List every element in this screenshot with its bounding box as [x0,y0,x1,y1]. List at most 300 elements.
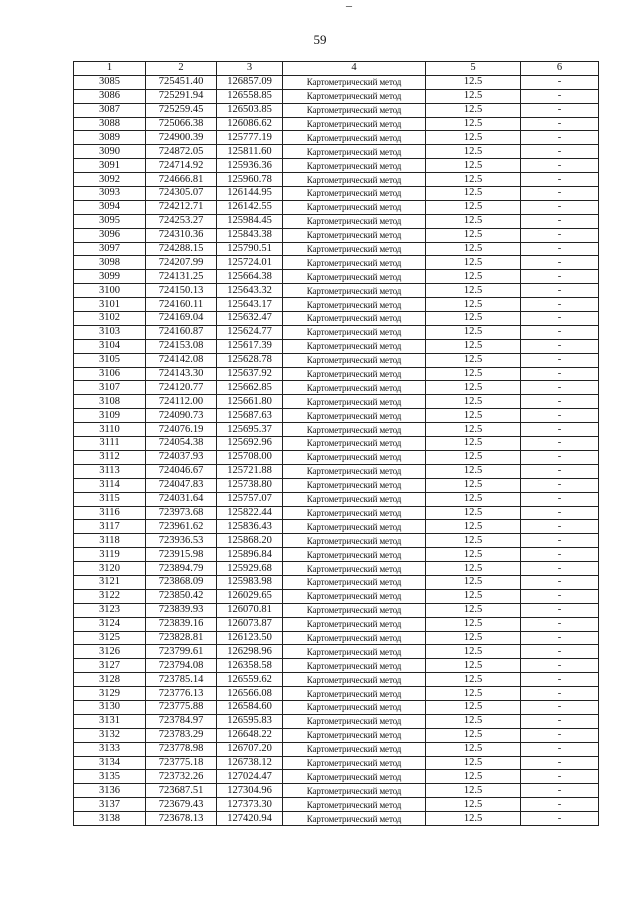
accuracy-cell: 12.5 [426,742,521,756]
x-coordinate-cell: 723799.61 [146,645,217,659]
table-row [74,75,599,89]
point-number-cell: 3128 [74,673,146,687]
note-cell: - [521,770,599,784]
accuracy-cell: 12.5 [426,437,521,451]
method-cell: Картометрический метод [283,506,426,520]
y-coordinate-cell: 125983.98 [217,575,283,589]
table-row [74,812,599,826]
table-row [74,284,599,298]
point-number-cell: 3089 [74,131,146,145]
accuracy-cell: 12.5 [426,603,521,617]
method-cell: Картометрический метод [283,353,426,367]
note-cell: - [521,381,599,395]
note-cell: - [521,714,599,728]
note-cell: - [521,270,599,284]
accuracy-cell: 12.5 [426,617,521,631]
accuracy-cell: 12.5 [426,284,521,298]
point-number-cell: 3107 [74,381,146,395]
method-cell: Картометрический метод [283,728,426,742]
x-coordinate-cell: 723776.13 [146,687,217,701]
table-row [74,617,599,631]
accuracy-cell: 12.5 [426,200,521,214]
x-coordinate-cell: 724666.81 [146,173,217,187]
method-cell: Картометрический метод [283,298,426,312]
coordinates-table [73,61,599,826]
note-cell: - [521,562,599,576]
table-row [74,770,599,784]
point-number-cell: 3121 [74,575,146,589]
accuracy-cell: 12.5 [426,214,521,228]
table-row [74,798,599,812]
note-cell: - [521,131,599,145]
method-cell: Картометрический метод [283,478,426,492]
x-coordinate-cell: 723794.08 [146,659,217,673]
y-coordinate-cell: 125708.00 [217,450,283,464]
method-cell: Картометрический метод [283,200,426,214]
accuracy-cell: 12.5 [426,784,521,798]
table-row [74,339,599,353]
table-row [74,325,599,339]
x-coordinate-cell: 723678.13 [146,812,217,826]
y-coordinate-cell: 126070.81 [217,603,283,617]
x-coordinate-cell: 725259.45 [146,103,217,117]
method-cell: Картометрический метод [283,423,426,437]
table-row [74,548,599,562]
accuracy-cell: 12.5 [426,520,521,534]
accuracy-cell: 12.5 [426,339,521,353]
note-cell: - [521,700,599,714]
method-cell: Картометрический метод [283,409,426,423]
y-coordinate-cell: 126595.83 [217,714,283,728]
method-cell: Картометрический метод [283,575,426,589]
y-coordinate-cell: 125643.32 [217,284,283,298]
accuracy-cell: 12.5 [426,714,521,728]
y-coordinate-cell: 125643.17 [217,298,283,312]
method-cell: Картометрический метод [283,756,426,770]
point-number-cell: 3129 [74,687,146,701]
accuracy-cell: 12.5 [426,173,521,187]
column-header-2: 2 [146,62,217,76]
y-coordinate-cell: 125692.96 [217,437,283,451]
accuracy-cell: 12.5 [426,117,521,131]
table-row [74,756,599,770]
accuracy-cell: 12.5 [426,631,521,645]
point-number-cell: 3130 [74,700,146,714]
accuracy-cell: 12.5 [426,548,521,562]
accuracy-cell: 12.5 [426,659,521,673]
method-cell: Картометрический метод [283,367,426,381]
y-coordinate-cell: 125868.20 [217,534,283,548]
method-cell: Картометрический метод [283,631,426,645]
table-header-row [74,62,599,76]
accuracy-cell: 12.5 [426,687,521,701]
accuracy-cell: 12.5 [426,409,521,423]
table-row [74,687,599,701]
point-number-cell: 3116 [74,506,146,520]
point-number-cell: 3119 [74,548,146,562]
table-row [74,534,599,548]
point-number-cell: 3109 [74,409,146,423]
accuracy-cell: 12.5 [426,353,521,367]
x-coordinate-cell: 723839.93 [146,603,217,617]
table-row [74,784,599,798]
accuracy-cell: 12.5 [426,89,521,103]
method-cell: Картометрический метод [283,437,426,451]
point-number-cell: 3108 [74,395,146,409]
note-cell: - [521,687,599,701]
y-coordinate-cell: 126358.58 [217,659,283,673]
accuracy-cell: 12.5 [426,756,521,770]
method-cell: Картометрический метод [283,145,426,159]
table-row [74,423,599,437]
note-cell: - [521,631,599,645]
method-cell: Картометрический метод [283,284,426,298]
column-header-1: 1 [74,62,146,76]
y-coordinate-cell: 126558.85 [217,89,283,103]
method-cell: Картометрический метод [283,242,426,256]
y-coordinate-cell: 125662.85 [217,381,283,395]
table-row [74,173,599,187]
x-coordinate-cell: 724288.15 [146,242,217,256]
table-row [74,187,599,201]
x-coordinate-cell: 724031.64 [146,492,217,506]
table-row [74,312,599,326]
note-cell: - [521,534,599,548]
method-cell: Картометрический метод [283,89,426,103]
x-coordinate-cell: 724112.00 [146,395,217,409]
point-number-cell: 3113 [74,464,146,478]
point-number-cell: 3103 [74,325,146,339]
point-number-cell: 3135 [74,770,146,784]
accuracy-cell: 12.5 [426,575,521,589]
method-cell: Картометрический метод [283,131,426,145]
point-number-cell: 3094 [74,200,146,214]
x-coordinate-cell: 723915.98 [146,548,217,562]
accuracy-cell: 12.5 [426,450,521,464]
note-cell: - [521,673,599,687]
table-row [74,103,599,117]
accuracy-cell: 12.5 [426,728,521,742]
point-number-cell: 3123 [74,603,146,617]
note-cell: - [521,298,599,312]
note-cell: - [521,464,599,478]
x-coordinate-cell: 724143.30 [146,367,217,381]
note-cell: - [521,603,599,617]
note-cell: - [521,173,599,187]
y-coordinate-cell: 126142.55 [217,200,283,214]
table-row [74,673,599,687]
note-cell: - [521,145,599,159]
accuracy-cell: 12.5 [426,423,521,437]
x-coordinate-cell: 724076.19 [146,423,217,437]
point-number-cell: 3133 [74,742,146,756]
table-row [74,117,599,131]
accuracy-cell: 12.5 [426,395,521,409]
table-row [74,145,599,159]
method-cell: Картометрический метод [283,228,426,242]
table-row [74,89,599,103]
y-coordinate-cell: 125896.84 [217,548,283,562]
point-number-cell: 3136 [74,784,146,798]
table-body [74,75,599,825]
method-cell: Картометрический метод [283,520,426,534]
x-coordinate-cell: 724090.73 [146,409,217,423]
point-number-cell: 3090 [74,145,146,159]
x-coordinate-cell: 725066.38 [146,117,217,131]
point-number-cell: 3093 [74,187,146,201]
table-row [74,645,599,659]
note-cell: - [521,89,599,103]
note-cell: - [521,200,599,214]
table-row [74,506,599,520]
method-cell: Картометрический метод [283,214,426,228]
note-cell: - [521,506,599,520]
top-dash-mark: – [346,0,352,12]
y-coordinate-cell: 126559.62 [217,673,283,687]
y-coordinate-cell: 126503.85 [217,103,283,117]
point-number-cell: 3100 [74,284,146,298]
note-cell: - [521,242,599,256]
note-cell: - [521,812,599,826]
table-row [74,228,599,242]
accuracy-cell: 12.5 [426,673,521,687]
accuracy-cell: 12.5 [426,103,521,117]
point-number-cell: 3132 [74,728,146,742]
method-cell: Картометрический метод [283,325,426,339]
y-coordinate-cell: 125811.60 [217,145,283,159]
point-number-cell: 3120 [74,562,146,576]
accuracy-cell: 12.5 [426,645,521,659]
note-cell: - [521,437,599,451]
table-row [74,575,599,589]
x-coordinate-cell: 724153.08 [146,339,217,353]
x-coordinate-cell: 724169.04 [146,312,217,326]
y-coordinate-cell: 126707.20 [217,742,283,756]
accuracy-cell: 12.5 [426,812,521,826]
note-cell: - [521,423,599,437]
note-cell: - [521,228,599,242]
method-cell: Картометрический метод [283,173,426,187]
table-row [74,464,599,478]
x-coordinate-cell: 724037.93 [146,450,217,464]
table-row [74,381,599,395]
accuracy-cell: 12.5 [426,562,521,576]
point-number-cell: 3111 [74,437,146,451]
y-coordinate-cell: 125628.78 [217,353,283,367]
table-row [74,631,599,645]
y-coordinate-cell: 125721.88 [217,464,283,478]
y-coordinate-cell: 125664.38 [217,270,283,284]
method-cell: Картометрический метод [283,395,426,409]
y-coordinate-cell: 126123.50 [217,631,283,645]
x-coordinate-cell: 724047.83 [146,478,217,492]
x-coordinate-cell: 724046.67 [146,464,217,478]
y-coordinate-cell: 125984.45 [217,214,283,228]
method-cell: Картометрический метод [283,562,426,576]
method-cell: Картометрический метод [283,117,426,131]
point-number-cell: 3125 [74,631,146,645]
x-coordinate-cell: 725451.40 [146,75,217,89]
table-row [74,367,599,381]
x-coordinate-cell: 724900.39 [146,131,217,145]
y-coordinate-cell: 126073.87 [217,617,283,631]
x-coordinate-cell: 723839.16 [146,617,217,631]
note-cell: - [521,798,599,812]
point-number-cell: 3114 [74,478,146,492]
point-number-cell: 3096 [74,228,146,242]
point-number-cell: 3104 [74,339,146,353]
method-cell: Картометрический метод [283,187,426,201]
y-coordinate-cell: 125637.92 [217,367,283,381]
method-cell: Картометрический метод [283,534,426,548]
x-coordinate-cell: 723961.62 [146,520,217,534]
note-cell: - [521,117,599,131]
accuracy-cell: 12.5 [426,506,521,520]
note-cell: - [521,395,599,409]
point-number-cell: 3099 [74,270,146,284]
point-number-cell: 3087 [74,103,146,117]
point-number-cell: 3101 [74,298,146,312]
point-number-cell: 3097 [74,242,146,256]
accuracy-cell: 12.5 [426,228,521,242]
table-row [74,700,599,714]
method-cell: Картометрический метод [283,700,426,714]
y-coordinate-cell: 126857.09 [217,75,283,89]
note-cell: - [521,784,599,798]
note-cell: - [521,409,599,423]
accuracy-cell: 12.5 [426,770,521,784]
note-cell: - [521,214,599,228]
y-coordinate-cell: 125836.43 [217,520,283,534]
note-cell: - [521,367,599,381]
accuracy-cell: 12.5 [426,534,521,548]
table-row [74,492,599,506]
column-header-3: 3 [217,62,283,76]
y-coordinate-cell: 126738.12 [217,756,283,770]
x-coordinate-cell: 723783.29 [146,728,217,742]
accuracy-cell: 12.5 [426,298,521,312]
note-cell: - [521,575,599,589]
x-coordinate-cell: 723894.79 [146,562,217,576]
method-cell: Картометрический метод [283,381,426,395]
x-coordinate-cell: 723850.42 [146,589,217,603]
method-cell: Картометрический метод [283,75,426,89]
y-coordinate-cell: 126029.65 [217,589,283,603]
x-coordinate-cell: 724120.77 [146,381,217,395]
y-coordinate-cell: 126566.08 [217,687,283,701]
y-coordinate-cell: 125777.19 [217,131,283,145]
table-row [74,200,599,214]
accuracy-cell: 12.5 [426,145,521,159]
y-coordinate-cell: 125687.63 [217,409,283,423]
y-coordinate-cell: 125790.51 [217,242,283,256]
accuracy-cell: 12.5 [426,478,521,492]
y-coordinate-cell: 126298.96 [217,645,283,659]
table-row [74,298,599,312]
accuracy-cell: 12.5 [426,75,521,89]
accuracy-cell: 12.5 [426,256,521,270]
accuracy-cell: 12.5 [426,492,521,506]
x-coordinate-cell: 723775.88 [146,700,217,714]
note-cell: - [521,548,599,562]
table-row [74,478,599,492]
y-coordinate-cell: 126086.62 [217,117,283,131]
table-row [74,562,599,576]
accuracy-cell: 12.5 [426,270,521,284]
x-coordinate-cell: 724253.27 [146,214,217,228]
column-header-6: 6 [521,62,599,76]
table-row [74,437,599,451]
point-number-cell: 3134 [74,756,146,770]
table-row [74,589,599,603]
note-cell: - [521,520,599,534]
note-cell: - [521,645,599,659]
accuracy-cell: 12.5 [426,589,521,603]
point-number-cell: 3137 [74,798,146,812]
note-cell: - [521,75,599,89]
table-row [74,603,599,617]
y-coordinate-cell: 127373.30 [217,798,283,812]
method-cell: Картометрический метод [283,103,426,117]
method-cell: Картометрический метод [283,548,426,562]
point-number-cell: 3138 [74,812,146,826]
x-coordinate-cell: 724160.11 [146,298,217,312]
y-coordinate-cell: 125843.38 [217,228,283,242]
x-coordinate-cell: 724305.07 [146,187,217,201]
x-coordinate-cell: 723785.14 [146,673,217,687]
method-cell: Картометрический метод [283,450,426,464]
point-number-cell: 3086 [74,89,146,103]
x-coordinate-cell: 723973.68 [146,506,217,520]
method-cell: Картометрический метод [283,742,426,756]
accuracy-cell: 12.5 [426,464,521,478]
method-cell: Картометрический метод [283,339,426,353]
note-cell: - [521,256,599,270]
accuracy-cell: 12.5 [426,798,521,812]
table-row [74,742,599,756]
accuracy-cell: 12.5 [426,312,521,326]
x-coordinate-cell: 724131.25 [146,270,217,284]
x-coordinate-cell: 724310.36 [146,228,217,242]
y-coordinate-cell: 125960.78 [217,173,283,187]
x-coordinate-cell: 723936.53 [146,534,217,548]
y-coordinate-cell: 127304.96 [217,784,283,798]
table-row [74,242,599,256]
x-coordinate-cell: 723687.51 [146,784,217,798]
table-row [74,728,599,742]
accuracy-cell: 12.5 [426,367,521,381]
method-cell: Картометрический метод [283,589,426,603]
table-row [74,450,599,464]
point-number-cell: 3092 [74,173,146,187]
point-number-cell: 3091 [74,159,146,173]
y-coordinate-cell: 125632.47 [217,312,283,326]
point-number-cell: 3131 [74,714,146,728]
note-cell: - [521,187,599,201]
y-coordinate-cell: 125661.80 [217,395,283,409]
point-number-cell: 3106 [74,367,146,381]
method-cell: Картометрический метод [283,270,426,284]
point-number-cell: 3122 [74,589,146,603]
point-number-cell: 3098 [74,256,146,270]
y-coordinate-cell: 125724.01 [217,256,283,270]
table-row [74,131,599,145]
note-cell: - [521,478,599,492]
point-number-cell: 3088 [74,117,146,131]
note-cell: - [521,103,599,117]
table-row [74,409,599,423]
x-coordinate-cell: 723868.09 [146,575,217,589]
